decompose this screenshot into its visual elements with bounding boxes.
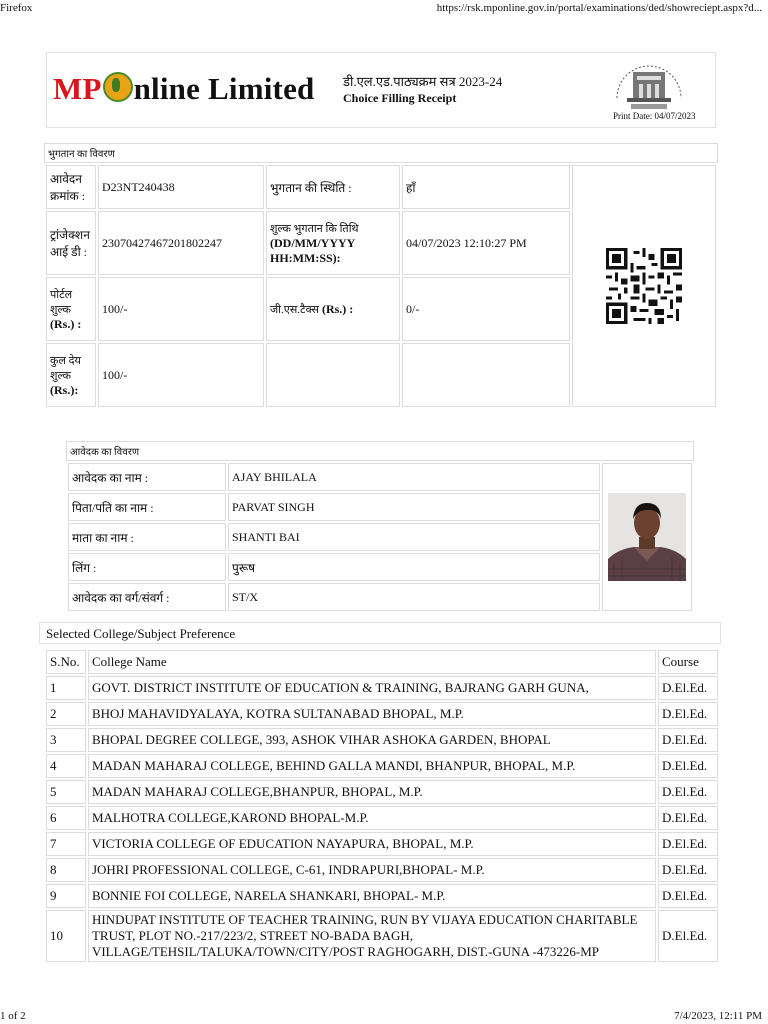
payment-status-value: हाँ <box>402 165 570 209</box>
total-fee-label-unit: (Rs.): <box>50 382 79 397</box>
page-url[interactable]: https://rsk.mponline.gov.in/portal/examinations/ded/showreciept.aspx?d... <box>436 2 762 14</box>
preferences-table <box>44 648 720 964</box>
pref-college-cell: BHOJ MAHAVIDYALAYA, KOTRA SULTANABAD BHOPAL, M.P. <box>88 702 656 726</box>
table-row <box>46 780 718 804</box>
mother-name-label: माता का नाम : <box>68 523 226 551</box>
pref-sno-cell: 1 <box>46 676 86 700</box>
application-no-value: D23NT240438 <box>98 165 264 209</box>
application-no-label: आवेदन क्रमांक : <box>46 165 96 209</box>
mother-name-value: SHANTI BAI <box>228 523 600 551</box>
gst-label-hi: जी.एस.टैक्स <box>270 303 319 316</box>
category-value: ST/X <box>228 583 600 611</box>
gender-value: पुरूष <box>228 553 600 581</box>
pref-sno-cell: 6 <box>46 806 86 830</box>
payment-date-label-hi: शुल्क भुगतान कि तिथि <box>270 222 359 235</box>
applicant-table <box>66 461 694 613</box>
pref-college-cell: JOHRI PROFESSIONAL COLLEGE, C-61, INDRAPURI,BHOPAL- M.P. <box>88 858 656 882</box>
empty-cell <box>266 343 400 407</box>
transaction-id-label: ट्रांजेक्शन आई डी : <box>46 211 96 275</box>
receipt-header <box>46 52 716 128</box>
pref-college-cell: BONNIE FOI COLLEGE, NARELA SHANKARI, BHOPAL- M.P. <box>88 884 656 908</box>
pref-sno-cell: 2 <box>46 702 86 726</box>
total-fee-label <box>46 343 96 407</box>
portal-fee-value: 100/- <box>98 277 264 341</box>
print-date: Print Date: 04/07/2023 <box>613 111 696 121</box>
table-row <box>46 702 718 726</box>
applicant-section-title: आवेदक का विवरण <box>66 441 694 461</box>
pref-course-cell: D.El.Ed. <box>658 676 718 700</box>
pref-course-cell: D.El.Ed. <box>658 832 718 856</box>
col-sno-header: S.No. <box>46 650 86 674</box>
pref-course-cell: D.El.Ed. <box>658 806 718 830</box>
pref-college-cell: HINDUPAT INSTITUTE OF TEACHER TRAINING, RUN BY VIJAYA EDUCATION CHARITABLE TRUST, PLOT NO.-217/223/2, STREET NO-BADA BAGH, VILLAGE/TEHSIL/TALUKA/TOWN/CITY/POST RAGHOGARH, DIST.-GUNA -473226-MP <box>88 910 656 962</box>
pref-college-cell: MADAN MAHARAJ COLLEGE, BEHIND GALLA MANDI, BHANPUR, BHOPAL, M.P. <box>88 754 656 778</box>
payment-section-title: भुगतान का विवरण <box>44 143 718 163</box>
gst-label <box>266 277 400 341</box>
applicant-section <box>66 441 694 613</box>
browser-title: Firefox <box>0 2 33 14</box>
gst-value: 0/- <box>402 277 570 341</box>
table-row <box>46 676 718 700</box>
preferences-section-title: Selected College/Subject Preference <box>39 622 721 644</box>
table-row <box>46 910 718 962</box>
applicant-name-value: AJAY BHILALA <box>228 463 600 491</box>
table-row <box>46 884 718 908</box>
course-session: डी.एल.एड.पाठ्यक्रम सत्र 2023-24 <box>343 74 503 89</box>
pref-sno-cell: 5 <box>46 780 86 804</box>
pref-course-cell: D.El.Ed. <box>658 858 718 882</box>
pref-sno-cell: 8 <box>46 858 86 882</box>
pref-college-cell: MADAN MAHARAJ COLLEGE,BHANPUR, BHOPAL, M.P. <box>88 780 656 804</box>
gst-label-unit: (Rs.) : <box>321 301 354 316</box>
payment-section <box>44 143 718 409</box>
pref-college-cell: VICTORIA COLLEGE OF EDUCATION NAYAPURA, BHOPAL, M.P. <box>88 832 656 856</box>
pref-sno-cell: 4 <box>46 754 86 778</box>
gender-label: लिंग : <box>68 553 226 581</box>
emblem-icon <box>599 58 699 118</box>
payment-date-label-format: (DD/MM/YYYY HH:MM:SS): <box>270 235 355 265</box>
pref-sno-cell: 3 <box>46 728 86 752</box>
photo-cell <box>602 463 692 611</box>
category-label: आवेदक का वर्ग/संवर्ग : <box>68 583 226 611</box>
pref-course-cell: D.El.Ed. <box>658 754 718 778</box>
logo-rest-text: nline Limited <box>133 71 315 106</box>
payment-table <box>44 163 718 409</box>
transaction-id-value: 23070427467201802247 <box>98 211 264 275</box>
globe-icon <box>103 72 133 102</box>
pref-college-cell: MALHOTRA COLLEGE,KAROND BHOPAL-M.P. <box>88 806 656 830</box>
qr-code <box>606 248 682 324</box>
pref-sno-cell: 10 <box>46 910 86 962</box>
col-college-header: College Name <box>88 650 656 674</box>
pref-course-cell: D.El.Ed. <box>658 702 718 726</box>
table-row <box>46 832 718 856</box>
pref-college-cell: GOVT. DISTRICT INSTITUTE OF EDUCATION & TRAINING, BAJRANG GARH GUNA, <box>88 676 656 700</box>
pref-college-cell: BHOPAL DEGREE COLLEGE, 393, ASHOK VIHAR ASHOKA GARDEN, BHOPAL <box>88 728 656 752</box>
portal-fee-label-hi: पोर्टल शुल्क <box>50 288 73 316</box>
table-row <box>46 858 718 882</box>
preferences-body <box>46 676 718 962</box>
portal-fee-label <box>46 277 96 341</box>
table-row <box>46 754 718 778</box>
logo-mp-text: MP <box>53 71 102 106</box>
table-row <box>46 806 718 830</box>
pref-course-cell: D.El.Ed. <box>658 884 718 908</box>
pref-course-cell: D.El.Ed. <box>658 780 718 804</box>
receipt-title: Choice Filling Receipt <box>343 91 457 105</box>
empty-cell <box>402 343 570 407</box>
table-row <box>46 728 718 752</box>
pref-course-cell: D.El.Ed. <box>658 728 718 752</box>
applicant-photo <box>608 493 686 581</box>
payment-date-value: 04/07/2023 12:10:27 PM <box>402 211 570 275</box>
page-indicator: 1 of 2 <box>0 1010 26 1022</box>
father-name-value: PARVAT SINGH <box>228 493 600 521</box>
payment-status-label: भुगतान की स्थिति : <box>266 165 400 209</box>
father-name-label: पिता/पति का नाम : <box>68 493 226 521</box>
preferences-section <box>44 648 720 964</box>
print-timestamp: 7/4/2023, 12:11 PM <box>674 1010 762 1022</box>
qr-cell <box>572 165 716 407</box>
total-fee-label-hi: कुल देय शुल्क <box>50 354 81 382</box>
pref-sno-cell: 7 <box>46 832 86 856</box>
pref-sno-cell: 9 <box>46 884 86 908</box>
col-course-header: Course <box>658 650 718 674</box>
payment-date-label <box>266 211 400 275</box>
total-fee-value: 100/- <box>98 343 264 407</box>
applicant-name-label: आवेदक का नाम : <box>68 463 226 491</box>
portal-fee-label-unit: (Rs.) : <box>50 316 82 331</box>
mponline-logo <box>53 71 314 107</box>
pref-course-cell: D.El.Ed. <box>658 910 718 962</box>
